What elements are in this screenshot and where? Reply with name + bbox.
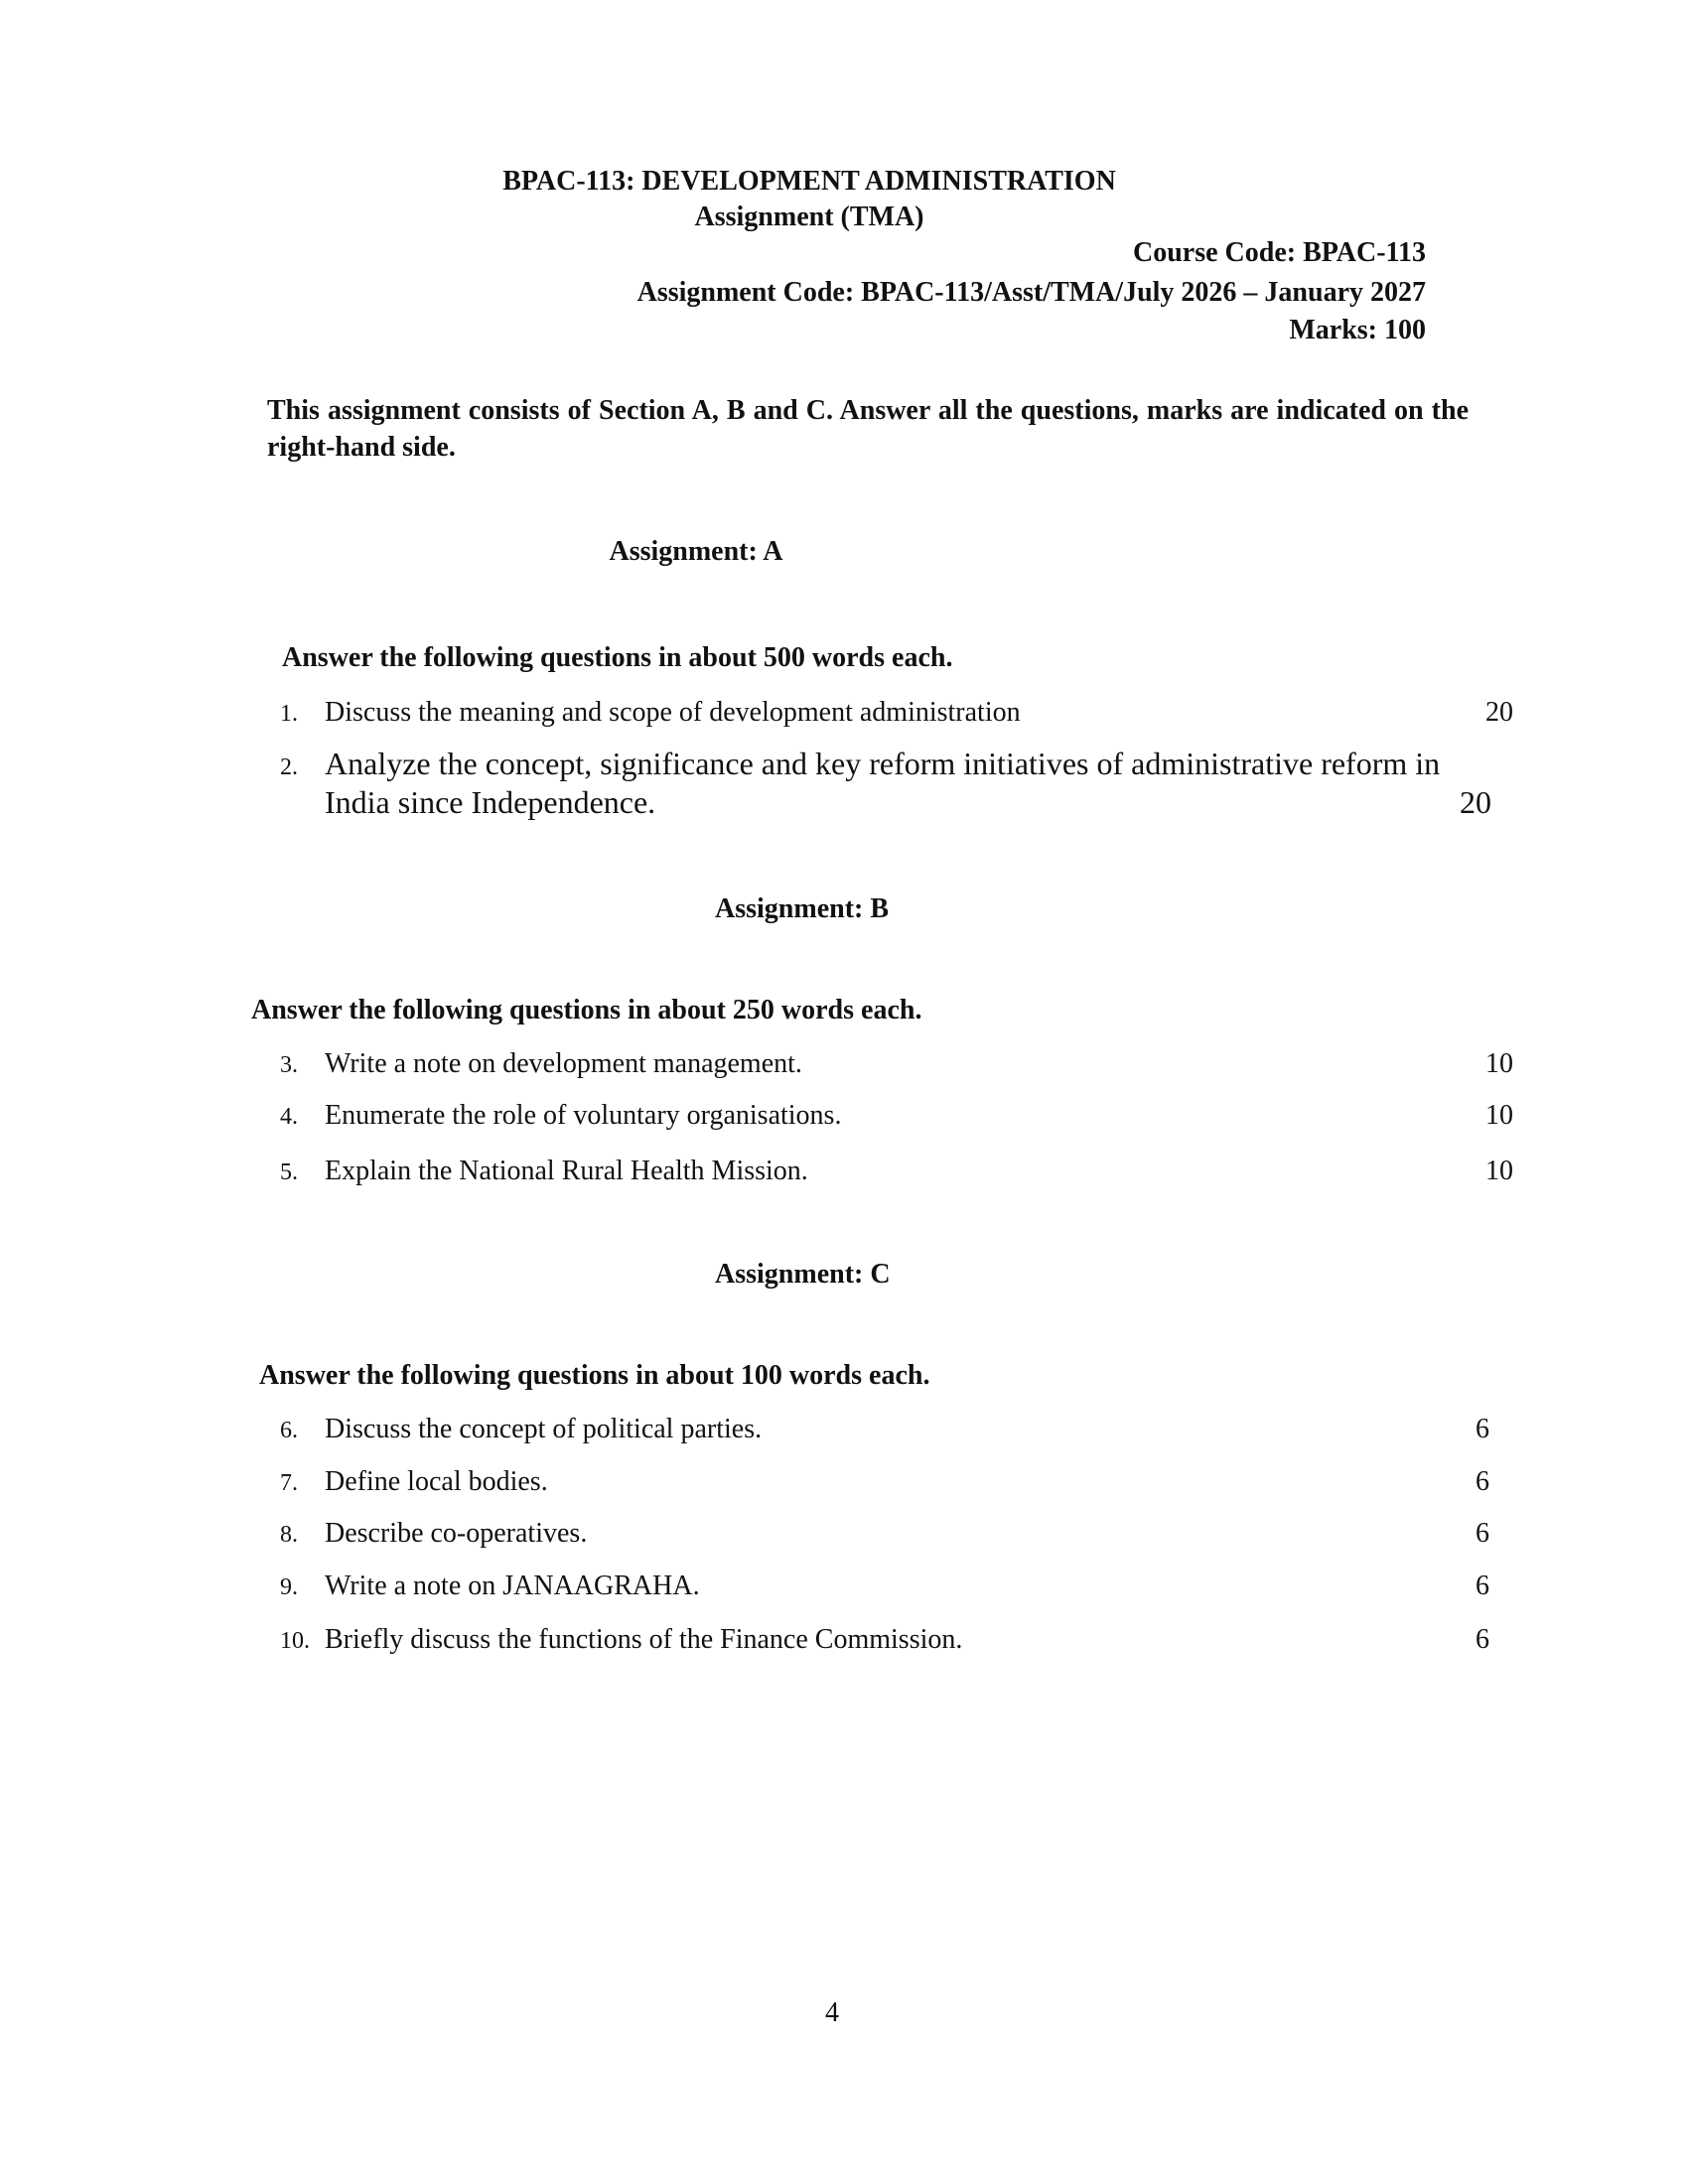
question-number: 9.: [280, 1574, 298, 1600]
section-c-title: Assignment: C: [715, 1259, 891, 1290]
question-text: Discuss the meaning and scope of development administration: [325, 697, 1021, 728]
total-marks: Marks: 100: [1289, 315, 1426, 345]
question-text: Write a note on JANAAGRAHA.: [325, 1570, 700, 1601]
question-text: Explain the National Rural Health Mission.: [325, 1156, 808, 1186]
question-number: 1.: [280, 701, 298, 727]
question-marks: 20: [1485, 697, 1513, 728]
question-number: 3.: [280, 1052, 298, 1078]
question-marks: 6: [1476, 1466, 1489, 1497]
question-marks: 6: [1476, 1624, 1489, 1655]
question-text: Discuss the concept of political parties.: [325, 1414, 763, 1444]
question-text: Enumerate the role of voluntary organisations.: [325, 1100, 842, 1131]
section-b-title: Assignment: B: [715, 893, 890, 924]
question-marks: 20: [1460, 784, 1491, 820]
course-title: BPAC-113: DEVELOPMENT ADMINISTRATION: [502, 166, 1116, 197]
page-number: 4: [825, 1997, 839, 2028]
assignment-code: Assignment Code: BPAC-113/Asst/TMA/July 2026 – January 2027: [636, 277, 1426, 308]
question-number: 8.: [280, 1522, 298, 1548]
section-a-instruction: Answer the following questions in about 500 words each.: [282, 642, 953, 673]
section-b-instruction: Answer the following questions in about 250 words each.: [251, 995, 922, 1025]
question-marks: 10: [1485, 1100, 1513, 1131]
question-number: 2.: [280, 754, 298, 780]
question-text: Define local bodies.: [325, 1466, 548, 1497]
question-text: Analyze the concept, significance and key reform initiatives of administrative reform in India since Independence.: [325, 746, 1441, 820]
question-marks: 10: [1485, 1156, 1513, 1186]
course-code: Course Code: BPAC-113: [1132, 237, 1426, 268]
question-marks: 6: [1476, 1414, 1489, 1444]
question-marks: 10: [1485, 1048, 1513, 1079]
question-number: 7.: [280, 1470, 298, 1496]
question-number: 5.: [280, 1160, 298, 1185]
question-text: Briefly discuss the functions of the Finance Commission.: [325, 1624, 963, 1655]
section-c-instruction: Answer the following questions in about 100 words each.: [259, 1360, 930, 1391]
question-marks: 6: [1476, 1518, 1489, 1549]
question-number: 10.: [280, 1628, 310, 1654]
question-number: 4.: [280, 1104, 298, 1130]
section-a-title: Assignment: A: [609, 536, 783, 567]
question-text: Describe co-operatives.: [325, 1518, 588, 1549]
intro-paragraph: This assignment consists of Section A, B and C. Answer all the questions, marks are indicated on the right-hand side.: [267, 395, 1469, 463]
assignment-type: Assignment (TMA): [694, 202, 924, 232]
question-number: 6.: [280, 1418, 298, 1443]
question-text: Write a note on development management.: [325, 1048, 802, 1079]
question-marks: 6: [1476, 1570, 1489, 1601]
